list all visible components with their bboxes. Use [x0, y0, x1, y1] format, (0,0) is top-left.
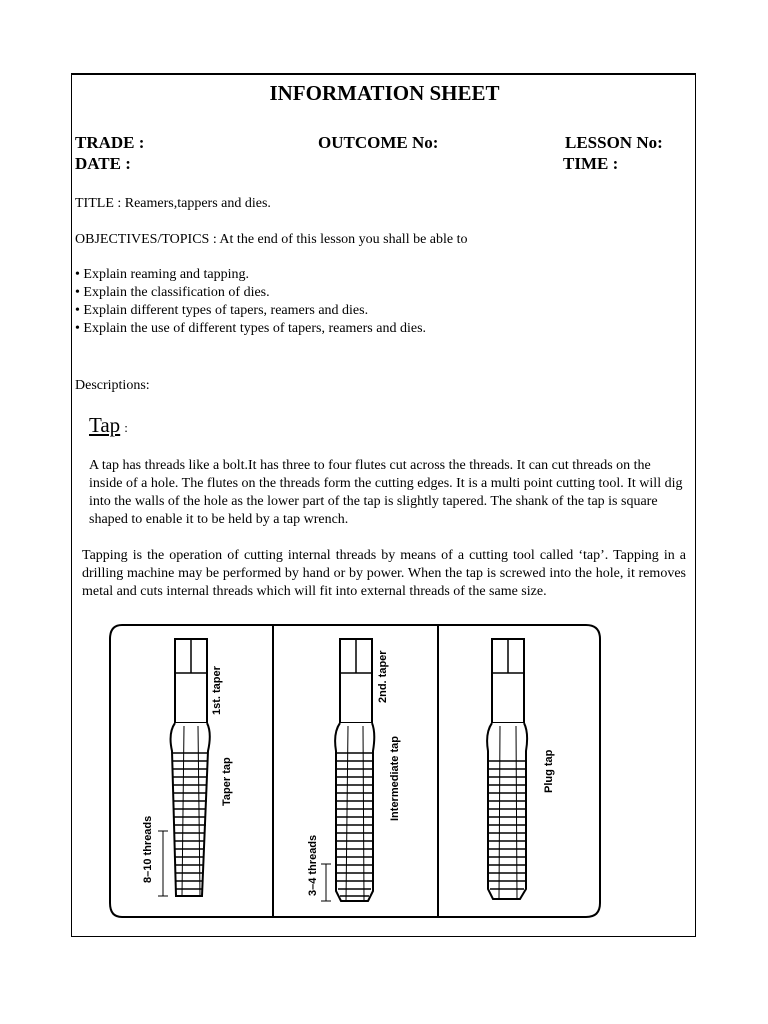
- plug-tap-drawing: [487, 639, 555, 899]
- objectives-intro: OBJECTIVES/TOPICS : At the end of this lesson you shall be able to: [75, 232, 468, 247]
- trade-label: TRADE :: [75, 133, 145, 152]
- outcome-label: OUTCOME No:: [318, 133, 439, 152]
- intermediate-tap-taper-label: 2nd. taper: [377, 650, 389, 703]
- sheet-title: INFORMATION SHEET: [269, 81, 500, 105]
- objective-item: • Explain the classification of dies.: [75, 285, 270, 300]
- objective-item: • Explain reaming and tapping.: [75, 267, 250, 282]
- tap-heading-row: [89, 413, 128, 438]
- tapping-paragraph: Tapping is the operation of cutting internal threads by means of a cutting tool called ‘tap’. Tapping in a drilling machine may be performed by hand or by power. When the tap is screwed into the hole, it removes metal and cuts internal threads which will fit into external threads of the same size.: [82, 548, 686, 599]
- tap-paragraph: A tap has threads like a bolt.It has three to four flutes cut across the threads. It can cut threads on the inside of a hole. The flutes on the threads form the cutting edges. It is a multi point cutting tool. It will dig into the walls of the hole as the lower part of the tap is slightly tapered. The shank of the tap is square shaped to enable it to be held by a tap wrench.: [89, 458, 683, 527]
- time-label: TIME :: [563, 154, 619, 173]
- objective-item: • Explain the use of different types of tapers, reamers and dies.: [75, 321, 427, 336]
- intermediate-tap-threads-label: 3–4 threads: [307, 834, 319, 896]
- taper-tap-label: Taper tap: [221, 757, 233, 806]
- taper-tap-drawing: [142, 639, 233, 896]
- intermediate-tap-drawing: [307, 639, 401, 901]
- plug-tap-label: Plug tap: [543, 749, 555, 793]
- objective-item: • Explain different types of tapers, reamers and dies.: [75, 303, 369, 318]
- lesson-label: LESSON No:: [565, 133, 663, 152]
- taper-tap-taper-label: 1st. taper: [211, 666, 223, 715]
- tap-types-figure: [108, 621, 602, 921]
- descriptions-label: Descriptions:: [75, 378, 150, 393]
- intermediate-tap-label: Intermediate tap: [389, 736, 401, 821]
- tap-types-drawing: [108, 621, 602, 921]
- lesson-title: TITLE : Reamers,tappers and dies.: [75, 196, 271, 211]
- information-sheet: [71, 73, 696, 937]
- tap-heading: Tap: [89, 413, 121, 437]
- date-label: DATE :: [75, 154, 131, 173]
- taper-tap-threads-label: 8–10 threads: [142, 815, 154, 883]
- tap-heading-colon: :: [124, 420, 128, 435]
